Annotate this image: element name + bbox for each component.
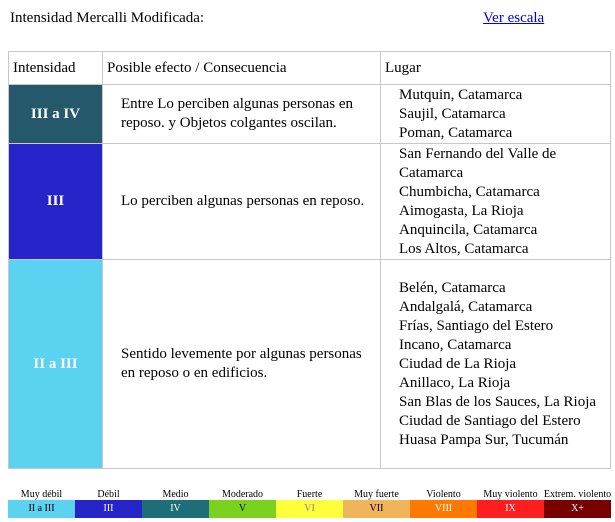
page-title: Intensidad Mercalli Modificada:	[10, 10, 205, 26]
legend-swatch: VIII	[410, 500, 477, 518]
legend-item	[477, 489, 544, 519]
view-scale-link[interactable]: Ver escala	[483, 10, 545, 26]
legend-swatch: III	[75, 500, 142, 518]
place-item: Mutquin, Catamarca	[399, 86, 523, 103]
effect-cell: Lo perciben algunas personas en reposo.	[103, 144, 381, 260]
legend-item	[544, 489, 611, 519]
effect-cell: Entre Lo perciben algunas personas en reposo. y Objetos colgantes oscilan.	[103, 85, 381, 144]
place-item: Belén, Catamarca	[399, 279, 506, 296]
legend-label: Fuerte	[296, 489, 323, 500]
place-item: Anquincila, Catamarca	[399, 221, 538, 238]
legend-label: Extrem. violento	[543, 489, 612, 500]
legend-item	[142, 489, 209, 519]
place-item: Aimogasta, La Rioja	[399, 202, 524, 219]
place-item: Chumbicha, Catamarca	[399, 183, 540, 200]
place-item: Ciudad de Santiago del Estero	[399, 412, 581, 429]
place-item: San Fernando del Valle de Catamarca	[399, 145, 557, 181]
legend-swatch: VII	[343, 500, 410, 518]
legend-item	[276, 489, 343, 519]
table-row	[9, 85, 611, 144]
intensity-cell: III	[9, 144, 103, 260]
legend-label: Violento	[426, 489, 461, 500]
legend-label: Moderado	[221, 489, 264, 500]
legend-item	[209, 489, 276, 519]
legend-swatch: IV	[142, 500, 209, 518]
place-item: Los Altos, Catamarca	[399, 240, 529, 257]
legend-label: Medio	[162, 489, 189, 500]
place-item: Andalgalá, Catamarca	[399, 298, 533, 315]
place-item: Frías, Santiago del Estero	[399, 317, 554, 334]
legend-swatch: IX	[477, 500, 544, 518]
place-item: Incano, Catamarca	[399, 336, 512, 353]
column-header-effect: Posible efecto / Consecuencia	[103, 52, 381, 85]
intensity-legend	[8, 489, 610, 519]
legend-item	[75, 489, 142, 519]
effect-cell: Sentido levemente por algunas personas en reposo o en edificios.	[103, 260, 381, 469]
legend-item	[343, 489, 410, 519]
legend-swatch: V	[209, 500, 276, 518]
place-item: San Blas de los Sauces, La Rioja	[399, 393, 597, 410]
table-row	[9, 144, 611, 260]
legend-label: Muy fuerte	[354, 489, 399, 500]
place-cell	[381, 85, 611, 144]
place-item: Huasa Pampa Sur, Tucumán	[399, 431, 569, 448]
intensity-cell: III a IV	[9, 85, 103, 144]
page-header	[0, 0, 615, 40]
place-item: Poman, Catamarca	[399, 124, 513, 141]
legend-label: Muy débil	[20, 489, 63, 500]
place-item: Anillaco, La Rioja	[399, 374, 511, 391]
table-row	[9, 260, 611, 469]
place-cell	[381, 260, 611, 469]
intensity-cell: II a III	[9, 260, 103, 469]
legend-swatch: II a III	[8, 500, 75, 518]
place-item: Saujil, Catamarca	[399, 105, 506, 122]
legend-item	[8, 489, 75, 519]
column-header-intensity: Intensidad	[9, 52, 103, 85]
legend-label: Muy violento	[483, 489, 538, 500]
place-cell	[381, 144, 611, 260]
legend-swatch: VI	[276, 500, 343, 518]
table-header-row	[9, 52, 611, 85]
place-item: Ciudad de La Rioja	[399, 355, 517, 372]
intensity-table	[8, 51, 611, 469]
legend-swatch: X+	[544, 500, 611, 518]
legend-label: Débil	[97, 489, 120, 500]
column-header-place: Lugar	[381, 52, 611, 85]
legend-item	[410, 489, 477, 519]
